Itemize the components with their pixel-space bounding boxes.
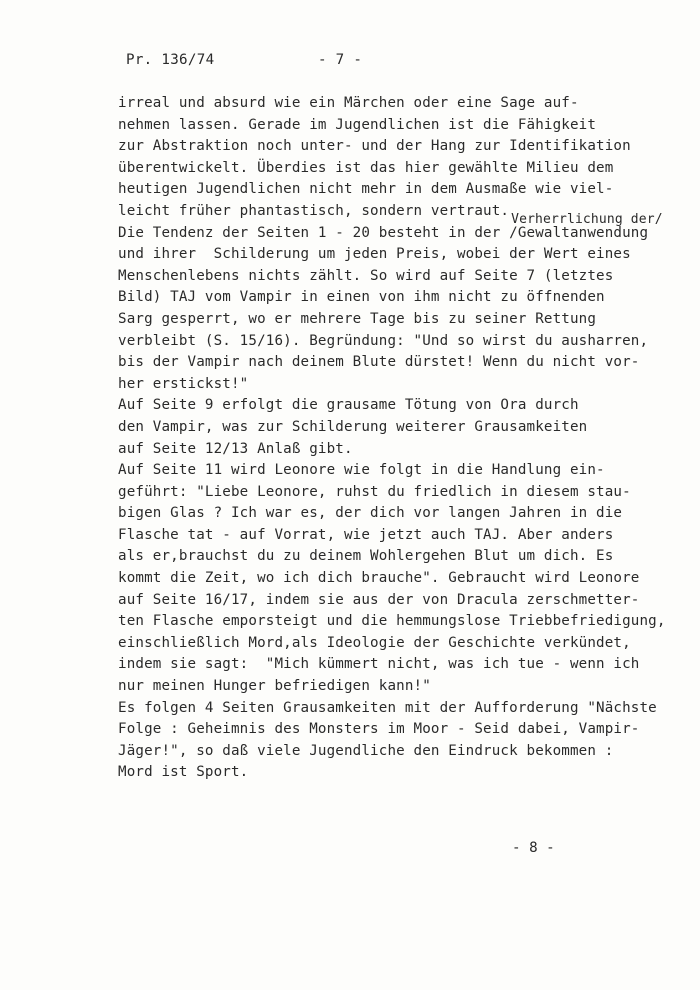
file-reference: Pr. 136/74 — [126, 52, 215, 68]
text-line: zur Abstraktion noch unter- und der Hang zur Identifikation — [118, 138, 631, 155]
text-segment: Die Tendenz der Seiten 1 - 20 besteht in der — [118, 224, 510, 241]
text-line: auf Seite 12/13 Anlaß gibt. — [118, 440, 353, 457]
text-line: geführt: "Liebe Leonore, ruhst du friedlich in diesem stau- — [118, 483, 631, 500]
text-line: Auf Seite 11 wird Leonore wie folgt in die Handlung ein- — [118, 462, 605, 479]
text-line: kommt die Zeit, wo ich dich brauche". Gebraucht wird Leonore — [118, 570, 640, 587]
text-line: Sarg gesperrt, wo er mehrere Tage bis zu seiner Rettung — [118, 310, 597, 327]
text-line: indem sie sagt: "Mich kümmert nicht, was ich tue - wenn ich — [118, 656, 640, 673]
text-line-with-insertion — [118, 211, 678, 245]
text-line: einschließlich Mord,als Ideologie der Geschichte verkündet, — [118, 634, 631, 651]
text-line: nur meinen Hunger befriedigen kann!" — [118, 678, 431, 695]
text-line: heutigen Jugendlichen nicht mehr in dem Ausmaße wie viel- — [118, 181, 614, 198]
text-line: Auf Seite 9 erfolgt die grausame Tötung von Ora durch — [118, 397, 579, 414]
text-line: Flasche tat - auf Vorrat, wie jetzt auch TAJ. Aber anders — [118, 526, 614, 543]
handwritten-insertion — [509, 211, 663, 245]
text-line: nehmen lassen. Gerade im Jugendlichen ist die Fähigkeit — [118, 116, 597, 133]
text-line: Menschenlebens nichts zählt. So wird auf Seite 7 (letztes — [118, 267, 614, 284]
text-line: überentwickelt. Überdies ist das hier gewählte Milieu dem — [118, 159, 614, 176]
document-body — [118, 93, 678, 784]
text-line: her erstickst!" — [118, 375, 249, 392]
text-line: den Vampir, was zur Schilderung weiterer Grausamkeiten — [118, 418, 588, 435]
text-line: irreal und absurd wie ein Märchen oder eine Sage auf- — [118, 95, 579, 111]
text-line: leicht früher phantastisch, sondern vertraut. — [118, 202, 510, 219]
text-line: als er,brauchst du zu deinem Wohlergehen Blut um dich. Es — [118, 548, 614, 565]
text-line: verbleibt (S. 15/16). Begründung: "Und so wirst du ausharren, — [118, 332, 649, 349]
text-line: Es folgen 4 Seiten Grausamkeiten mit der Aufforderung "Nächste — [118, 699, 657, 716]
text-line: Mord ist Sport. — [118, 764, 249, 781]
text-line: und ihrer Schilderung um jeden Preis, wobei der Wert eines — [118, 246, 631, 263]
next-page-marker: - 8 - — [512, 840, 555, 856]
text-line: auf Seite 16/17, indem sie aus der von Dracula zerschmetter- — [118, 591, 640, 608]
text-line: bigen Glas ? Ich war es, der dich vor langen Jahren in die — [118, 505, 623, 522]
text-line: bis der Vampir nach deinem Blute dürstet! Wenn du nicht vor- — [118, 354, 640, 371]
page-number: - 7 - — [318, 52, 363, 68]
text-line: Jäger!", so daß viele Jugendliche den Eindruck bekommen : — [118, 742, 614, 759]
text-line: Folge : Geheimnis des Monsters im Moor - Seid dabei, Vampir- — [118, 721, 640, 738]
text-line: Bild) TAJ vom Vampir in einen von ihm nicht zu öffnenden — [118, 289, 605, 306]
insertion-inline: /Gewaltanwendung — [509, 224, 649, 241]
text-line: ten Flasche emporsteigt und die hemmungslose Triebbefriedigung, — [118, 613, 666, 630]
insertion-above-line: Verherrlichung der/ — [511, 211, 663, 227]
